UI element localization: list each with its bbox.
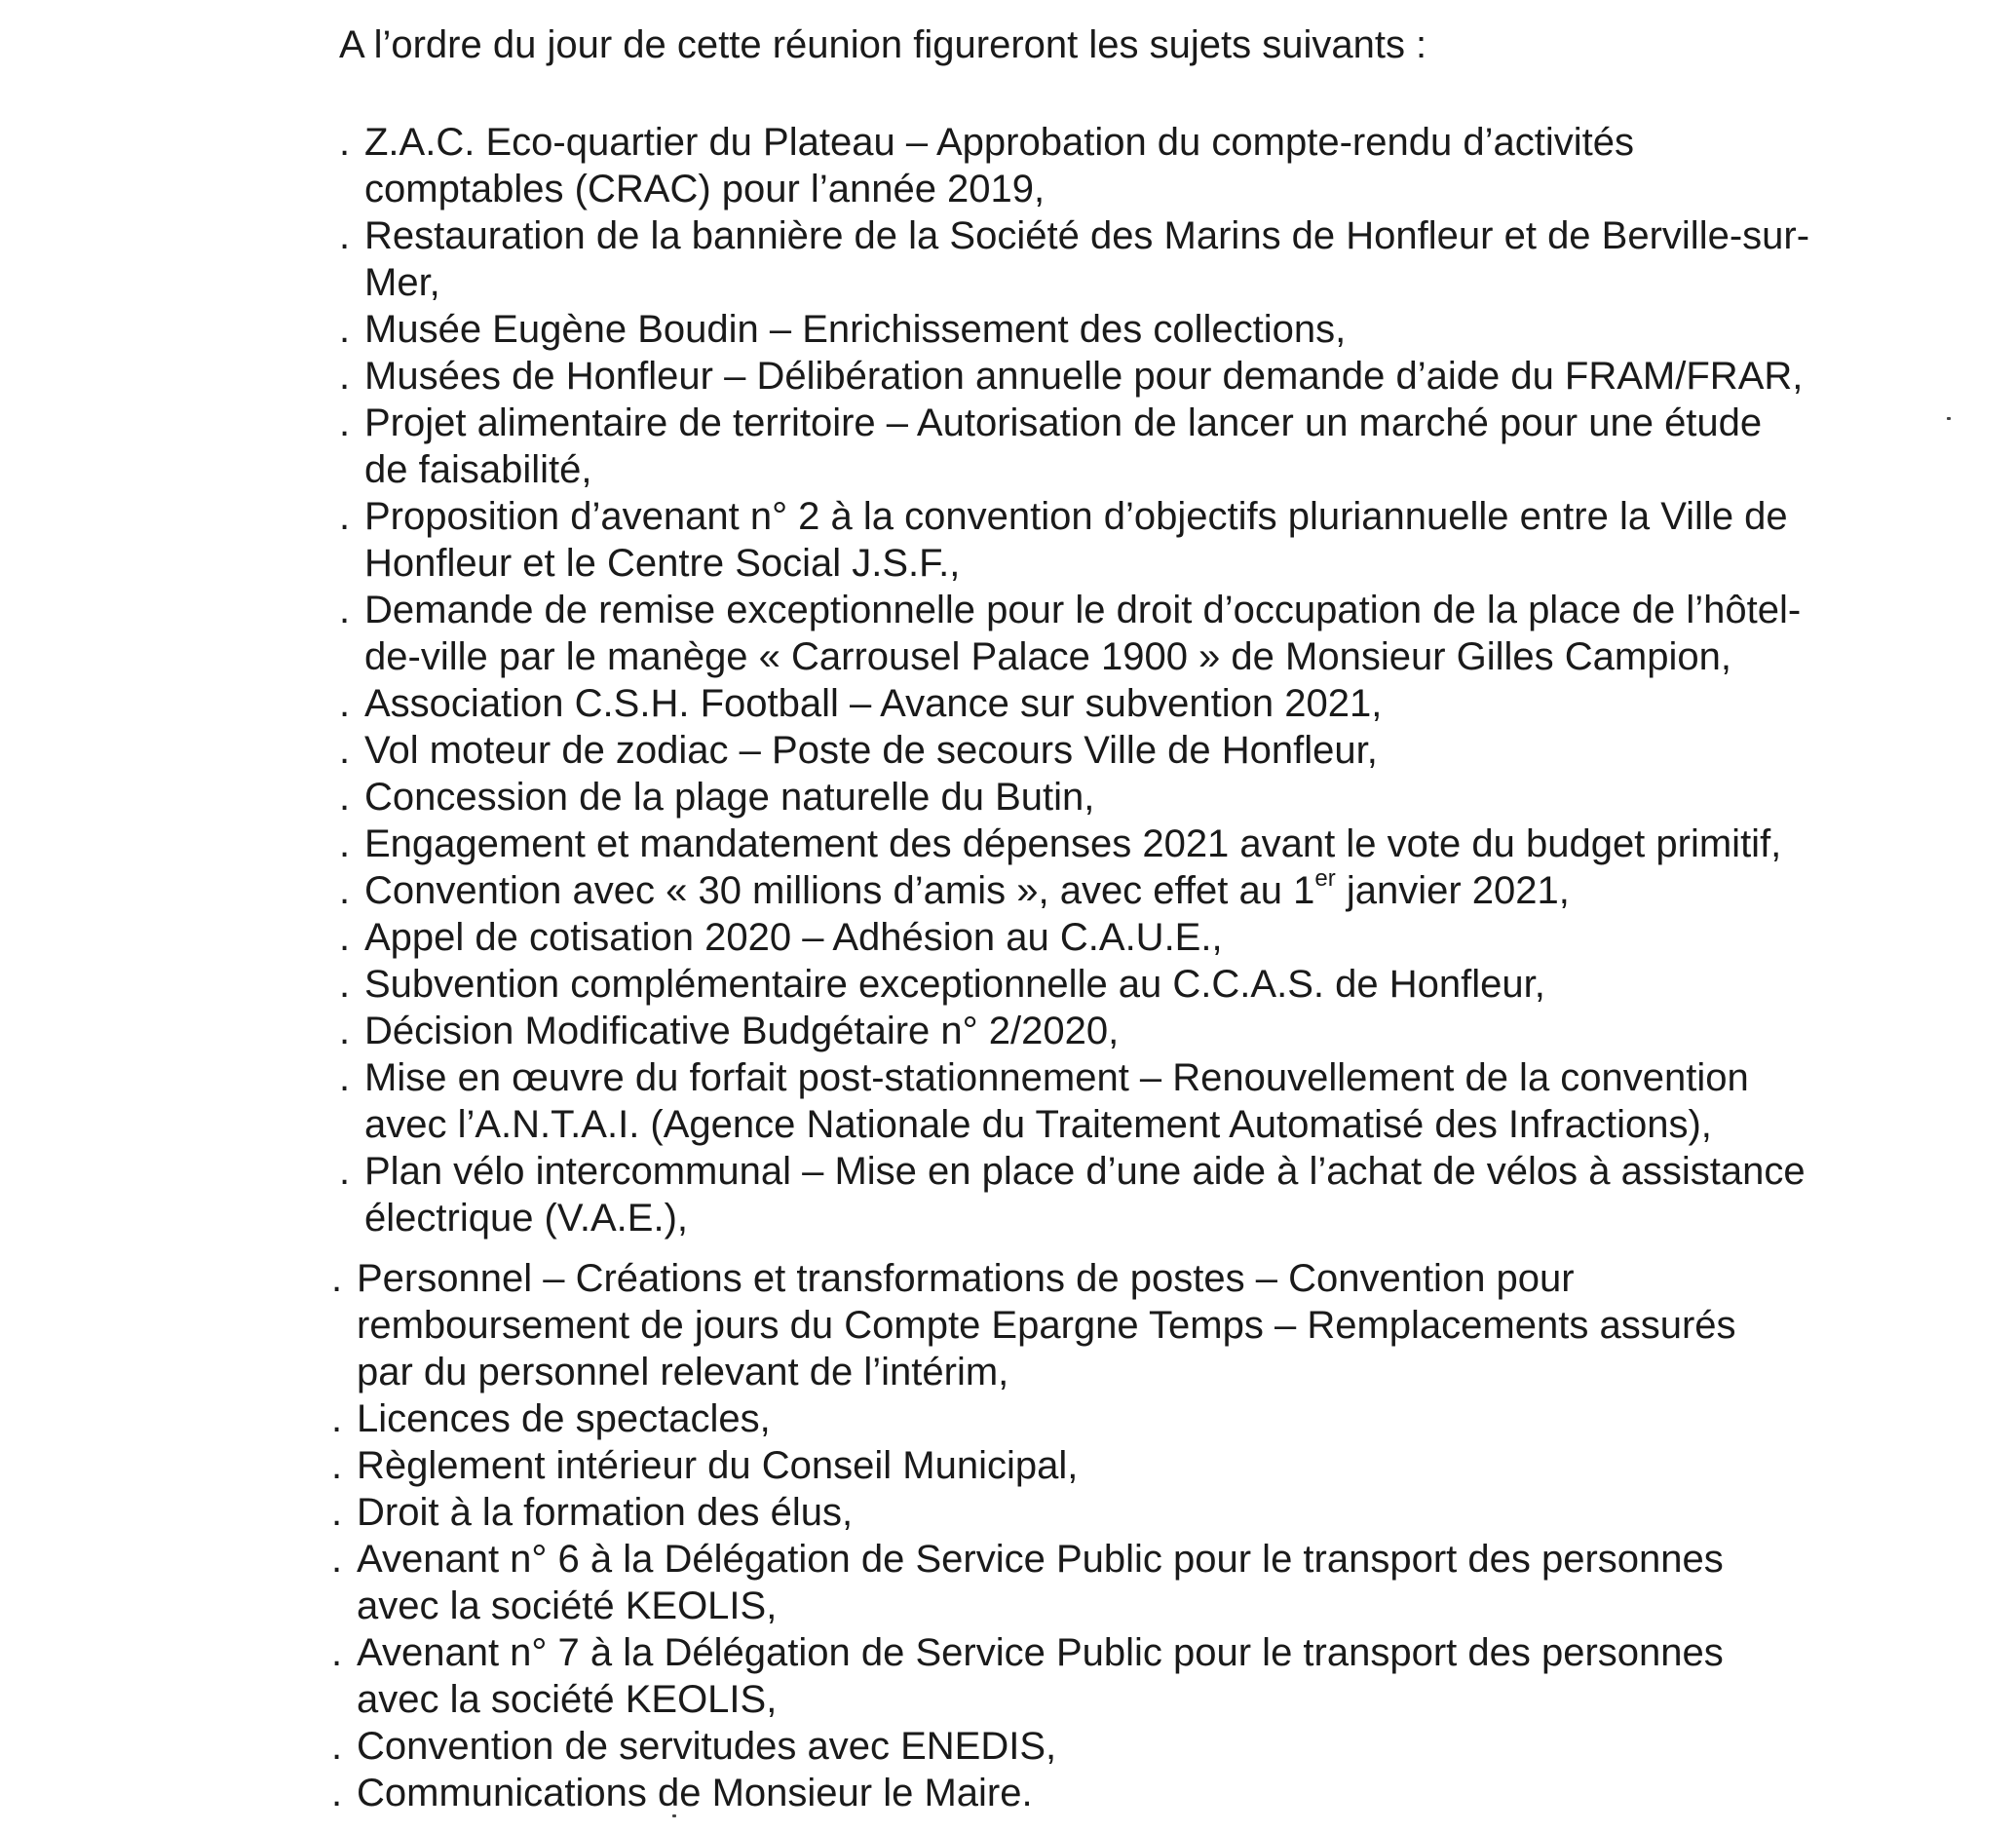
list-item: [331, 1489, 1851, 1536]
list-bullet: .: [339, 214, 351, 257]
list-item: [339, 821, 1898, 867]
list-item: [331, 1536, 1851, 1629]
superscript: er: [1314, 864, 1336, 892]
list-item: [339, 306, 1898, 353]
list-item-text: Association C.S.H. Football – Avance sur subvention 2021,: [364, 682, 1383, 725]
list-bullet: .: [339, 495, 351, 538]
list-bullet: .: [339, 401, 351, 444]
list-item: [339, 914, 1898, 961]
list-bullet: .: [339, 963, 351, 1006]
list-item-text: Convention de servitudes avec ENEDIS,: [357, 1725, 1057, 1768]
list-item-text: Vol moteur de zodiac – Poste de secours Ville de Honfleur,: [364, 729, 1378, 772]
list-item: [331, 1255, 1851, 1395]
list-item: [339, 1008, 1898, 1054]
list-item: [339, 1148, 1898, 1241]
list-item-text: Plan vélo intercommunal – Mise en place d’une aide à l’achat de vélos à assistance électrique (V.A.E.),: [364, 1150, 1806, 1240]
list-item-text: Droit à la formation des élus,: [357, 1491, 854, 1534]
list-item: [339, 493, 1898, 587]
list-item: [339, 727, 1898, 774]
scan-speck: [1947, 417, 1951, 420]
list-item-text-part: janvier 2021,: [1335, 869, 1570, 912]
list-item: [339, 961, 1898, 1008]
list-item-text: Projet alimentaire de territoire – Autorisation de lancer un marché pour une étude de faisabilité,: [364, 401, 1763, 491]
list-item: [339, 212, 1898, 306]
list-bullet: .: [339, 308, 351, 351]
list-item-text: Licences de spectacles,: [357, 1397, 771, 1440]
scan-speck: [672, 1814, 676, 1817]
list-bullet: .: [339, 729, 351, 772]
list-bullet: .: [339, 1010, 351, 1052]
list-bullet: .: [339, 355, 351, 398]
list-bullet: .: [331, 1397, 343, 1440]
list-item: [339, 400, 1898, 493]
list-item-text: Décision Modificative Budgétaire n° 2/2020,: [364, 1010, 1120, 1052]
list-item-text: Règlement intérieur du Conseil Municipal,: [357, 1444, 1079, 1487]
list-item-text: Avenant n° 6 à la Délégation de Service Public pour le transport des personnes avec la société KEOLIS,: [357, 1538, 1724, 1627]
list-item: [339, 680, 1898, 727]
agenda-intro: A l’ordre du jour de cette réunion figureront les sujets suivants :: [339, 23, 1427, 66]
list-item: [339, 587, 1898, 680]
list-item: [331, 1770, 1851, 1816]
list-item: [339, 119, 1898, 212]
list-item-text: Demande de remise exceptionnelle pour le droit d’occupation de la place de l’hôtel- de-ville par le manège « Carrousel Palace 1900 » de Monsieur Gilles Campion,: [364, 589, 1802, 678]
list-bullet: .: [331, 1538, 343, 1581]
list-item: [331, 1395, 1851, 1442]
list-bullet: .: [339, 121, 351, 164]
list-item: [331, 1723, 1851, 1770]
list-item-text: Concession de la plage naturelle du Butin,: [364, 776, 1095, 819]
list-item-text-part: Convention avec « 30 millions d’amis », avec effet au 1: [364, 869, 1315, 912]
list-bullet: .: [331, 1444, 343, 1487]
list-item-text: Musées de Honfleur – Délibération annuelle pour demande d’aide du FRAM/FRAR,: [364, 355, 1804, 398]
list-item-text: Communications de Monsieur le Maire.: [357, 1772, 1033, 1814]
list-bullet: .: [339, 682, 351, 725]
list-bullet: .: [331, 1491, 343, 1534]
list-bullet: .: [331, 1772, 343, 1814]
list-bullet: .: [339, 776, 351, 819]
list-item: [339, 864, 1898, 914]
list-item: [339, 353, 1898, 400]
list-item-text: Restauration de la bannière de la Société des Marins de Honfleur et de Berville-sur- Mer,: [364, 214, 1810, 304]
list-item-text: Engagement et mandatement des dépenses 2021 avant le vote du budget primitif,: [364, 822, 1782, 865]
list-item: [331, 1629, 1851, 1723]
list-bullet: .: [339, 916, 351, 959]
list-item: [339, 1054, 1898, 1148]
list-bullet: .: [339, 589, 351, 631]
list-item-text: Personnel – Créations et transformations de postes – Convention pour remboursement de jours du Compte Epargne Temps – Remplacements assurés par du personnel relevant de l’intérim,: [357, 1257, 1736, 1393]
list-item-text: Mise en œuvre du forfait post-stationnement – Renouvellement de la convention avec l’A.N.T.A.I. (Agence Nationale du Traitement Automatisé des Infractions),: [364, 1056, 1749, 1146]
list-bullet: .: [331, 1725, 343, 1768]
list-bullet: .: [331, 1631, 343, 1674]
list-item-text: Musée Eugène Boudin – Enrichissement des collections,: [364, 308, 1347, 351]
list-bullet: .: [339, 1150, 351, 1193]
list-item-text: [339, 864, 1898, 914]
list-item-text: Subvention complémentaire exceptionnelle au C.C.A.S. de Honfleur,: [364, 963, 1545, 1006]
list-bullet: .: [339, 869, 351, 912]
list-bullet: .: [339, 822, 351, 865]
list-item-text: Avenant n° 7 à la Délégation de Service Public pour le transport des personnes avec la société KEOLIS,: [357, 1631, 1724, 1721]
list-item: [339, 774, 1898, 821]
list-item: [331, 1442, 1851, 1489]
list-bullet: .: [339, 1056, 351, 1099]
list-item-text: Appel de cotisation 2020 – Adhésion au C.A.U.E.,: [364, 916, 1223, 959]
list-item-text: Z.A.C. Eco-quartier du Plateau – Approbation du compte-rendu d’activités comptables (CRAC) pour l’année 2019,: [364, 121, 1634, 210]
list-item-text: Proposition d’avenant n° 2 à la convention d’objectifs pluriannuelle entre la Ville de Honfleur et le Centre Social J.S.F.,: [364, 495, 1788, 585]
list-bullet: .: [331, 1257, 343, 1300]
